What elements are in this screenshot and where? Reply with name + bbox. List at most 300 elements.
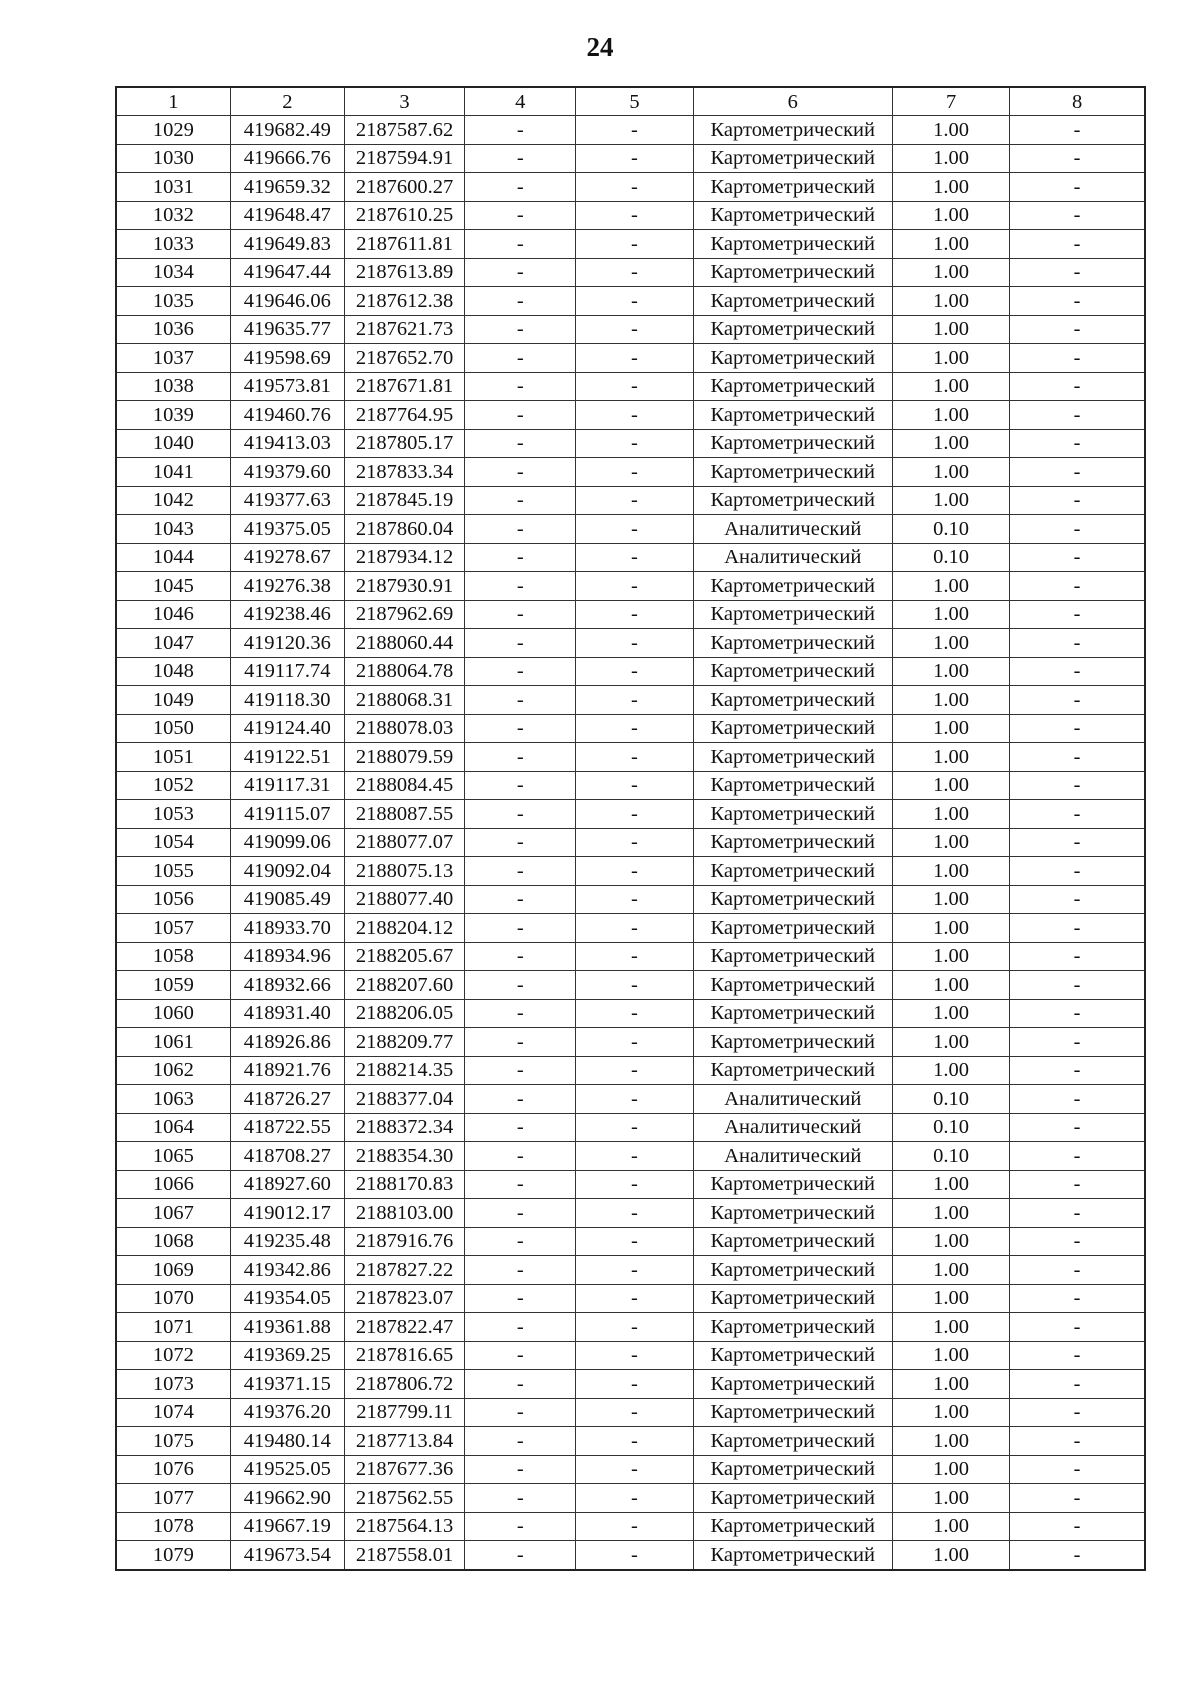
table-cell-col-5: - — [576, 1512, 693, 1541]
table-cell-col-5: - — [576, 714, 693, 743]
table-cell-col-5: - — [576, 600, 693, 629]
table-cell-col-5: - — [576, 344, 693, 373]
table-cell-col-1: 1032 — [116, 201, 230, 230]
table-cell-col-3: 2187934.12 — [344, 543, 464, 572]
table-cell-col-3: 2188064.78 — [344, 657, 464, 686]
table-cell-col-8: - — [1010, 1455, 1145, 1484]
table-cell-col-4: - — [465, 1512, 576, 1541]
table-cell-col-7: 1.00 — [892, 1284, 1009, 1313]
table-row — [116, 515, 1145, 544]
table-cell-col-6: Картометрический — [693, 1541, 892, 1570]
table-cell-col-1: 1047 — [116, 629, 230, 658]
table-row — [116, 401, 1145, 430]
table-cell-col-7: 1.00 — [892, 686, 1009, 715]
table-cell-col-1: 1053 — [116, 800, 230, 829]
table-cell-col-8: - — [1010, 800, 1145, 829]
table-row — [116, 1227, 1145, 1256]
table-cell-col-1: 1051 — [116, 743, 230, 772]
table-cell-col-8: - — [1010, 173, 1145, 202]
table-cell-col-6: Картометрический — [693, 201, 892, 230]
table-cell-col-2: 419667.19 — [230, 1512, 344, 1541]
column-header-8: 8 — [1010, 87, 1145, 116]
table-cell-col-4: - — [465, 572, 576, 601]
table-cell-col-8: - — [1010, 144, 1145, 173]
table-cell-col-6: Картометрический — [693, 230, 892, 259]
table-cell-col-4: - — [465, 1227, 576, 1256]
table-cell-col-1: 1037 — [116, 344, 230, 373]
table-cell-col-5: - — [576, 686, 693, 715]
table-cell-col-6: Картометрический — [693, 1370, 892, 1399]
table-row — [116, 771, 1145, 800]
table-row — [116, 1170, 1145, 1199]
table-cell-col-2: 419648.47 — [230, 201, 344, 230]
table-cell-col-5: - — [576, 287, 693, 316]
table-cell-col-7: 1.00 — [892, 999, 1009, 1028]
table-cell-col-5: - — [576, 1028, 693, 1057]
table-cell-col-2: 419647.44 — [230, 258, 344, 287]
table-cell-col-4: - — [465, 315, 576, 344]
table-cell-col-8: - — [1010, 1028, 1145, 1057]
table-cell-col-7: 1.00 — [892, 771, 1009, 800]
table-cell-col-6: Картометрический — [693, 486, 892, 515]
table-cell-col-3: 2187652.70 — [344, 344, 464, 373]
table-cell-col-6: Картометрический — [693, 258, 892, 287]
table-cell-col-2: 419371.15 — [230, 1370, 344, 1399]
table-cell-col-3: 2187612.38 — [344, 287, 464, 316]
table-cell-col-2: 419413.03 — [230, 429, 344, 458]
table-cell-col-7: 1.00 — [892, 828, 1009, 857]
table-cell-col-1: 1072 — [116, 1341, 230, 1370]
table-cell-col-8: - — [1010, 686, 1145, 715]
table-cell-col-3: 2187671.81 — [344, 372, 464, 401]
table-cell-col-6: Картометрический — [693, 771, 892, 800]
table-cell-col-2: 419649.83 — [230, 230, 344, 259]
table-cell-col-7: 1.00 — [892, 1256, 1009, 1285]
table-cell-col-2: 418927.60 — [230, 1170, 344, 1199]
table-row — [116, 429, 1145, 458]
table-cell-col-2: 419118.30 — [230, 686, 344, 715]
table-cell-col-4: - — [465, 1085, 576, 1114]
table-cell-col-8: - — [1010, 1284, 1145, 1313]
table-cell-col-5: - — [576, 401, 693, 430]
table-cell-col-7: 1.00 — [892, 1313, 1009, 1342]
table-cell-col-8: - — [1010, 1541, 1145, 1570]
table-cell-col-3: 2187564.13 — [344, 1512, 464, 1541]
table-cell-col-5: - — [576, 144, 693, 173]
table-cell-col-8: - — [1010, 857, 1145, 886]
table-cell-col-4: - — [465, 1427, 576, 1456]
table-cell-col-2: 419117.74 — [230, 657, 344, 686]
table-cell-col-8: - — [1010, 486, 1145, 515]
table-cell-col-1: 1045 — [116, 572, 230, 601]
table-cell-col-1: 1076 — [116, 1455, 230, 1484]
table-cell-col-6: Картометрический — [693, 1455, 892, 1484]
table-cell-col-4: - — [465, 1142, 576, 1171]
table-cell-col-4: - — [465, 1341, 576, 1370]
table-cell-col-4: - — [465, 714, 576, 743]
table-cell-col-6: Картометрический — [693, 1427, 892, 1456]
table-cell-col-6: Картометрический — [693, 344, 892, 373]
table-cell-col-3: 2187822.47 — [344, 1313, 464, 1342]
table-cell-col-5: - — [576, 1085, 693, 1114]
table-cell-col-3: 2188075.13 — [344, 857, 464, 886]
table-cell-col-6: Картометрический — [693, 885, 892, 914]
table-cell-col-5: - — [576, 1541, 693, 1570]
table-cell-col-2: 419375.05 — [230, 515, 344, 544]
table-row — [116, 543, 1145, 572]
table-cell-col-8: - — [1010, 1170, 1145, 1199]
table-cell-col-3: 2188214.35 — [344, 1056, 464, 1085]
table-cell-col-3: 2187833.34 — [344, 458, 464, 487]
table-cell-col-5: - — [576, 1341, 693, 1370]
table-row — [116, 1256, 1145, 1285]
table-cell-col-4: - — [465, 458, 576, 487]
table-cell-col-5: - — [576, 458, 693, 487]
table-cell-col-7: 1.00 — [892, 1484, 1009, 1513]
table-cell-col-2: 419377.63 — [230, 486, 344, 515]
table-cell-col-4: - — [465, 1370, 576, 1399]
table-row — [116, 230, 1145, 259]
table-cell-col-4: - — [465, 999, 576, 1028]
table-cell-col-2: 419085.49 — [230, 885, 344, 914]
table-cell-col-8: - — [1010, 714, 1145, 743]
table-cell-col-1: 1039 — [116, 401, 230, 430]
table-cell-col-5: - — [576, 771, 693, 800]
table-cell-col-6: Картометрический — [693, 1512, 892, 1541]
table-cell-col-1: 1050 — [116, 714, 230, 743]
table-cell-col-5: - — [576, 885, 693, 914]
table-cell-col-2: 418722.55 — [230, 1113, 344, 1142]
table-cell-col-2: 418726.27 — [230, 1085, 344, 1114]
table-cell-col-3: 2188372.34 — [344, 1113, 464, 1142]
table-cell-col-4: - — [465, 1284, 576, 1313]
table-cell-col-7: 1.00 — [892, 429, 1009, 458]
table-cell-col-1: 1078 — [116, 1512, 230, 1541]
table-cell-col-8: - — [1010, 885, 1145, 914]
table-cell-col-7: 0.10 — [892, 515, 1009, 544]
table-cell-col-1: 1063 — [116, 1085, 230, 1114]
table-row — [116, 828, 1145, 857]
table-cell-col-6: Картометрический — [693, 743, 892, 772]
table-body — [116, 116, 1145, 1570]
table-cell-col-3: 2188087.55 — [344, 800, 464, 829]
table-cell-col-1: 1071 — [116, 1313, 230, 1342]
table-cell-col-7: 1.00 — [892, 1455, 1009, 1484]
table-cell-col-6: Картометрический — [693, 458, 892, 487]
table-cell-col-8: - — [1010, 999, 1145, 1028]
table-cell-col-8: - — [1010, 372, 1145, 401]
table-cell-col-8: - — [1010, 201, 1145, 230]
table-cell-col-6: Картометрический — [693, 999, 892, 1028]
table-cell-col-5: - — [576, 1398, 693, 1427]
table-cell-col-7: 1.00 — [892, 572, 1009, 601]
table-cell-col-5: - — [576, 1427, 693, 1456]
table-row — [116, 971, 1145, 1000]
table-cell-col-1: 1034 — [116, 258, 230, 287]
table-cell-col-6: Аналитический — [693, 1085, 892, 1114]
table-cell-col-4: - — [465, 914, 576, 943]
table-cell-col-7: 1.00 — [892, 344, 1009, 373]
table-cell-col-1: 1067 — [116, 1199, 230, 1228]
table-cell-col-7: 1.00 — [892, 1512, 1009, 1541]
table-row — [116, 743, 1145, 772]
table-cell-col-1: 1077 — [116, 1484, 230, 1513]
table-cell-col-8: - — [1010, 401, 1145, 430]
table-row — [116, 486, 1145, 515]
table-cell-col-3: 2188079.59 — [344, 743, 464, 772]
table-cell-col-2: 419361.88 — [230, 1313, 344, 1342]
table-cell-col-8: - — [1010, 1512, 1145, 1541]
table-row — [116, 572, 1145, 601]
table-cell-col-8: - — [1010, 515, 1145, 544]
table-cell-col-8: - — [1010, 258, 1145, 287]
table-cell-col-7: 1.00 — [892, 116, 1009, 145]
column-header-4: 4 — [465, 87, 576, 116]
table-cell-col-7: 1.00 — [892, 1398, 1009, 1427]
table-cell-col-8: - — [1010, 1113, 1145, 1142]
table-cell-col-5: - — [576, 1484, 693, 1513]
table-cell-col-8: - — [1010, 1313, 1145, 1342]
table-row — [116, 1370, 1145, 1399]
table-cell-col-2: 419278.67 — [230, 543, 344, 572]
table-cell-col-8: - — [1010, 1199, 1145, 1228]
table-cell-col-4: - — [465, 1199, 576, 1228]
table-cell-col-1: 1031 — [116, 173, 230, 202]
coordinates-table — [115, 86, 1146, 1571]
table-row — [116, 714, 1145, 743]
table-cell-col-3: 2187962.69 — [344, 600, 464, 629]
table-cell-col-4: - — [465, 743, 576, 772]
table-cell-col-5: - — [576, 971, 693, 1000]
table-cell-col-2: 419354.05 — [230, 1284, 344, 1313]
column-header-1: 1 — [116, 87, 230, 116]
table-row — [116, 1199, 1145, 1228]
table-cell-col-5: - — [576, 1199, 693, 1228]
table-cell-col-6: Аналитический — [693, 1113, 892, 1142]
table-cell-col-5: - — [576, 828, 693, 857]
table-cell-col-4: - — [465, 1056, 576, 1085]
table-row — [116, 600, 1145, 629]
table-cell-col-3: 2188207.60 — [344, 971, 464, 1000]
table-cell-col-4: - — [465, 258, 576, 287]
table-row — [116, 315, 1145, 344]
table-cell-col-7: 1.00 — [892, 458, 1009, 487]
table-cell-col-3: 2187600.27 — [344, 173, 464, 202]
table-row — [116, 629, 1145, 658]
column-header-7: 7 — [892, 87, 1009, 116]
table-cell-col-6: Картометрический — [693, 1341, 892, 1370]
table-cell-col-1: 1046 — [116, 600, 230, 629]
table-cell-col-1: 1056 — [116, 885, 230, 914]
table-row — [116, 1427, 1145, 1456]
table-row — [116, 144, 1145, 173]
table-cell-col-4: - — [465, 657, 576, 686]
table-cell-col-1: 1058 — [116, 942, 230, 971]
table-cell-col-2: 418934.96 — [230, 942, 344, 971]
table-cell-col-6: Картометрический — [693, 629, 892, 658]
column-header-2: 2 — [230, 87, 344, 116]
table-cell-col-1: 1040 — [116, 429, 230, 458]
table-cell-col-5: - — [576, 1313, 693, 1342]
table-cell-col-8: - — [1010, 1398, 1145, 1427]
table-cell-col-4: - — [465, 1170, 576, 1199]
table-cell-col-7: 1.00 — [892, 1541, 1009, 1570]
table-cell-col-3: 2187823.07 — [344, 1284, 464, 1313]
table-cell-col-3: 2187558.01 — [344, 1541, 464, 1570]
table-cell-col-7: 1.00 — [892, 1056, 1009, 1085]
table-cell-col-5: - — [576, 1227, 693, 1256]
table-cell-col-2: 419342.86 — [230, 1256, 344, 1285]
table-cell-col-4: - — [465, 771, 576, 800]
table-cell-col-8: - — [1010, 971, 1145, 1000]
table-cell-col-1: 1065 — [116, 1142, 230, 1171]
table-cell-col-6: Картометрический — [693, 1256, 892, 1285]
table-cell-col-4: - — [465, 144, 576, 173]
table-cell-col-7: 1.00 — [892, 401, 1009, 430]
table-header — [116, 87, 1145, 116]
table-cell-col-2: 419099.06 — [230, 828, 344, 857]
table-cell-col-1: 1075 — [116, 1427, 230, 1456]
table-cell-col-6: Картометрический — [693, 1227, 892, 1256]
table-cell-col-4: - — [465, 629, 576, 658]
table-cell-col-2: 419662.90 — [230, 1484, 344, 1513]
table-cell-col-7: 1.00 — [892, 800, 1009, 829]
table-cell-col-3: 2187613.89 — [344, 258, 464, 287]
table-cell-col-2: 419673.54 — [230, 1541, 344, 1570]
table-cell-col-7: 1.00 — [892, 743, 1009, 772]
table-row — [116, 1028, 1145, 1057]
table-cell-col-1: 1073 — [116, 1370, 230, 1399]
table-cell-col-1: 1048 — [116, 657, 230, 686]
table-cell-col-1: 1036 — [116, 315, 230, 344]
table-cell-col-7: 1.00 — [892, 600, 1009, 629]
table-cell-col-8: - — [1010, 315, 1145, 344]
table-cell-col-3: 2187845.19 — [344, 486, 464, 515]
table-cell-col-4: - — [465, 686, 576, 715]
table-cell-col-8: - — [1010, 1341, 1145, 1370]
table-cell-col-4: - — [465, 486, 576, 515]
table-cell-col-2: 419012.17 — [230, 1199, 344, 1228]
table-cell-col-7: 1.00 — [892, 258, 1009, 287]
table-cell-col-8: - — [1010, 1484, 1145, 1513]
table-cell-col-6: Картометрический — [693, 914, 892, 943]
table-cell-col-2: 419646.06 — [230, 287, 344, 316]
table-cell-col-2: 419115.07 — [230, 800, 344, 829]
table-cell-col-8: - — [1010, 1085, 1145, 1114]
table-cell-col-1: 1057 — [116, 914, 230, 943]
table-cell-col-7: 1.00 — [892, 486, 1009, 515]
table-cell-col-6: Картометрический — [693, 857, 892, 886]
table-cell-col-5: - — [576, 201, 693, 230]
table-cell-col-1: 1029 — [116, 116, 230, 145]
table-cell-col-6: Картометрический — [693, 1313, 892, 1342]
table-row — [116, 458, 1145, 487]
table-cell-col-7: 1.00 — [892, 942, 1009, 971]
table-row — [116, 885, 1145, 914]
table-cell-col-5: - — [576, 372, 693, 401]
table-cell-col-3: 2187611.81 — [344, 230, 464, 259]
table-cell-col-6: Картометрический — [693, 686, 892, 715]
table-cell-col-4: - — [465, 344, 576, 373]
table-cell-col-1: 1049 — [116, 686, 230, 715]
page-number: 24 — [586, 32, 614, 62]
table-cell-col-2: 418926.86 — [230, 1028, 344, 1057]
table-cell-col-3: 2187827.22 — [344, 1256, 464, 1285]
table-cell-col-3: 2188206.05 — [344, 999, 464, 1028]
table-cell-col-3: 2188103.00 — [344, 1199, 464, 1228]
table-cell-col-6: Картометрический — [693, 1170, 892, 1199]
table-cell-col-1: 1068 — [116, 1227, 230, 1256]
table-cell-col-2: 419480.14 — [230, 1427, 344, 1456]
table-row — [116, 1512, 1145, 1541]
table-cell-col-5: - — [576, 116, 693, 145]
table-cell-col-8: - — [1010, 429, 1145, 458]
table-cell-col-4: - — [465, 287, 576, 316]
table-cell-col-3: 2187860.04 — [344, 515, 464, 544]
table-cell-col-2: 419120.36 — [230, 629, 344, 658]
table-cell-col-7: 1.00 — [892, 230, 1009, 259]
table-cell-col-5: - — [576, 942, 693, 971]
table-cell-col-2: 419276.38 — [230, 572, 344, 601]
table-cell-col-7: 1.00 — [892, 914, 1009, 943]
table-cell-col-4: - — [465, 401, 576, 430]
table-cell-col-2: 419573.81 — [230, 372, 344, 401]
table-cell-col-7: 1.00 — [892, 971, 1009, 1000]
table-row — [116, 1113, 1145, 1142]
table-cell-col-2: 418921.76 — [230, 1056, 344, 1085]
table-cell-col-8: - — [1010, 1370, 1145, 1399]
table-cell-col-1: 1066 — [116, 1170, 230, 1199]
table-cell-col-2: 419635.77 — [230, 315, 344, 344]
table-cell-col-2: 419598.69 — [230, 344, 344, 373]
table-cell-col-4: - — [465, 857, 576, 886]
table-cell-col-4: - — [465, 600, 576, 629]
table-cell-col-1: 1043 — [116, 515, 230, 544]
table-cell-col-1: 1079 — [116, 1541, 230, 1570]
table-cell-col-7: 1.00 — [892, 1427, 1009, 1456]
table-cell-col-6: Аналитический — [693, 543, 892, 572]
table-cell-col-3: 2188204.12 — [344, 914, 464, 943]
table-cell-col-1: 1052 — [116, 771, 230, 800]
table-cell-col-7: 0.10 — [892, 1142, 1009, 1171]
table-cell-col-4: - — [465, 1398, 576, 1427]
table-cell-col-2: 419659.32 — [230, 173, 344, 202]
table-row — [116, 1085, 1145, 1114]
table-cell-col-8: - — [1010, 828, 1145, 857]
table-cell-col-1: 1060 — [116, 999, 230, 1028]
table-cell-col-1: 1030 — [116, 144, 230, 173]
table-cell-col-3: 2187805.17 — [344, 429, 464, 458]
table-cell-col-7: 1.00 — [892, 629, 1009, 658]
table-cell-col-3: 2187621.73 — [344, 315, 464, 344]
table-cell-col-4: - — [465, 1113, 576, 1142]
table-row — [116, 372, 1145, 401]
column-header-5: 5 — [576, 87, 693, 116]
table-cell-col-5: - — [576, 173, 693, 202]
table-cell-col-3: 2188068.31 — [344, 686, 464, 715]
table-cell-col-3: 2188205.67 — [344, 942, 464, 971]
table-cell-col-6: Картометрический — [693, 572, 892, 601]
table-cell-col-2: 419525.05 — [230, 1455, 344, 1484]
table-cell-col-2: 418931.40 — [230, 999, 344, 1028]
table-cell-col-4: - — [465, 1541, 576, 1570]
table-row — [116, 1541, 1145, 1570]
table-cell-col-7: 1.00 — [892, 1370, 1009, 1399]
table-cell-col-1: 1064 — [116, 1113, 230, 1142]
table-cell-col-6: Картометрический — [693, 1398, 892, 1427]
table-row — [116, 942, 1145, 971]
table-cell-col-6: Картометрический — [693, 372, 892, 401]
